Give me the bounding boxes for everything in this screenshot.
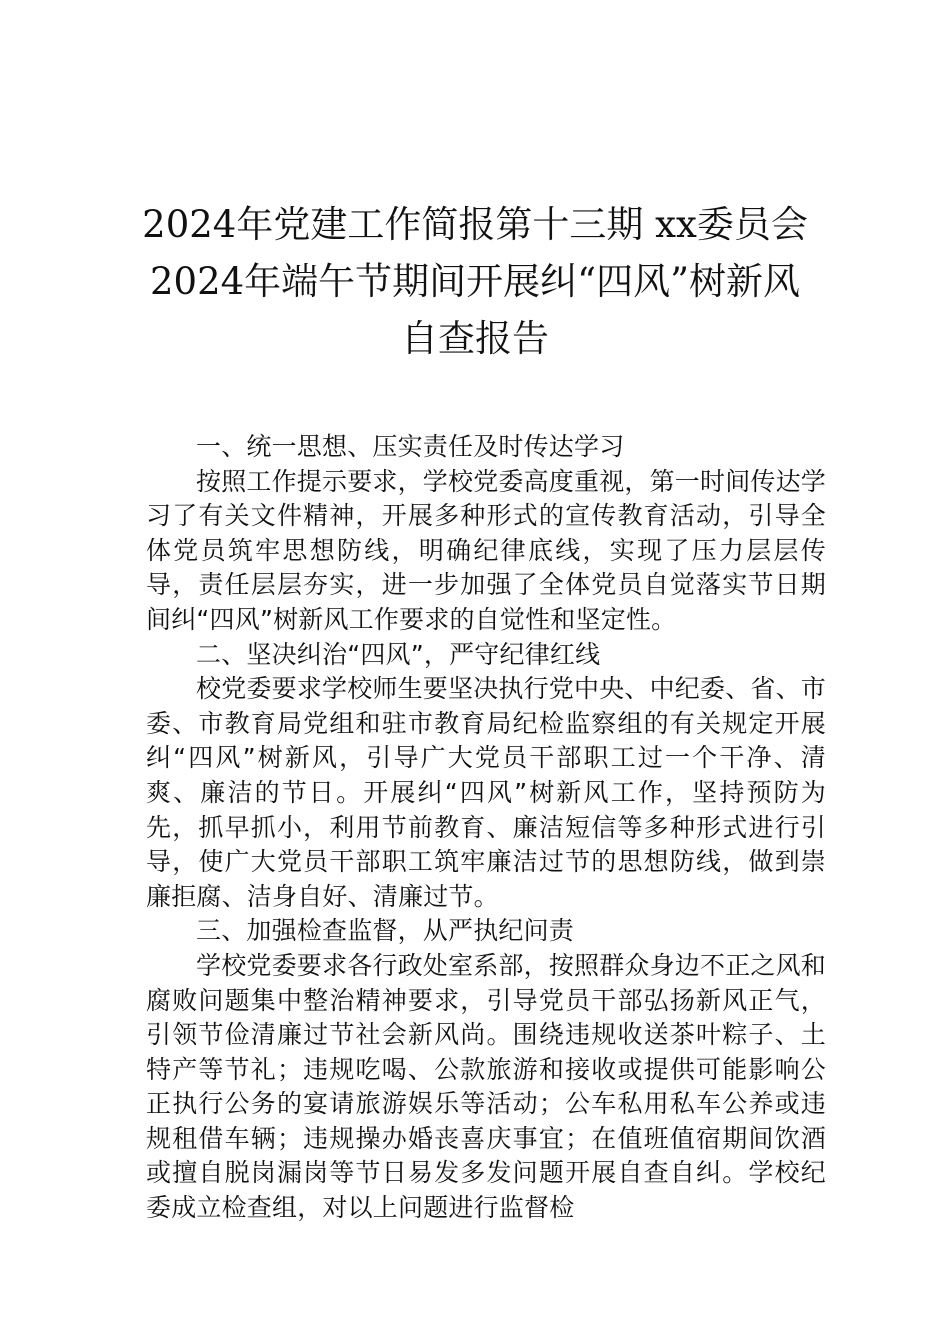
section-heading-1: 一、统一思想、压实责任及时传达学习: [196, 432, 625, 461]
document-title: [80, 196, 870, 367]
title-line-2: 2024年端午节期间开展纠“四风”树新风: [150, 260, 800, 303]
section-heading-2: 二、坚决纠治“四风”，严守纪律红线: [196, 639, 601, 669]
title-line-1: 2024年党建工作简报第十三期 xx委员会: [142, 203, 808, 246]
section-paragraph-1: 按照工作提示要求，学校党委高度重视，第一时间传达学习了有关文件精神，开展多种形式的宣传教育活动，引导全体党员筑牢思想防线，明确纪律底线，实现了压力层层传导，责任层层夯实，进一步加强了全体党员自觉落实节日期间纠“四风”树新风工作要求的自觉性和坚定性。: [146, 466, 827, 634]
section-heading-3: 三、加强检查监督，从严执纪问责: [196, 916, 575, 946]
section-paragraph-3: 学校党委要求各行政处室系部，按照群众身边不正之风和腐败问题集中整治精神要求，引导党员干部弘扬新风正气，引领节俭清廉过节社会新风尚。围绕违规收送茶叶粽子、土特产等节礼；违规吃喝、公款旅游和接收或提供可能影响公正执行公务的宴请旅游娱乐等活动；公车私用私车公养或违规租借车辆；违规操办婚丧喜庆事宜；在值班值宿期间饮酒或擅自脱岗漏岗等节日易发多发问题开展自查自纠。学校纪委成立检查组，对以上问题进行监督检: [146, 950, 827, 1223]
document-body: [146, 430, 826, 1226]
title-line-3: 自查报告: [401, 317, 549, 360]
section-paragraph-2: 校党委要求学校师生要坚决执行党中央、中纪委、省、市委、市教育局党组和驻市教育局纪检监察组的有关规定开展纠“四风”树新风，引导广大党员干部职工过一个干净、清爽、廉洁的节日。开展纠“四风”树新风工作，坚持预防为先，抓早抓小，利用节前教育、廉洁短信等多种形式进行引导，使广大党员干部职工筑牢廉洁过节的思想防线，做到崇廉拒腐、洁身自好、清廉过节。: [146, 674, 827, 911]
